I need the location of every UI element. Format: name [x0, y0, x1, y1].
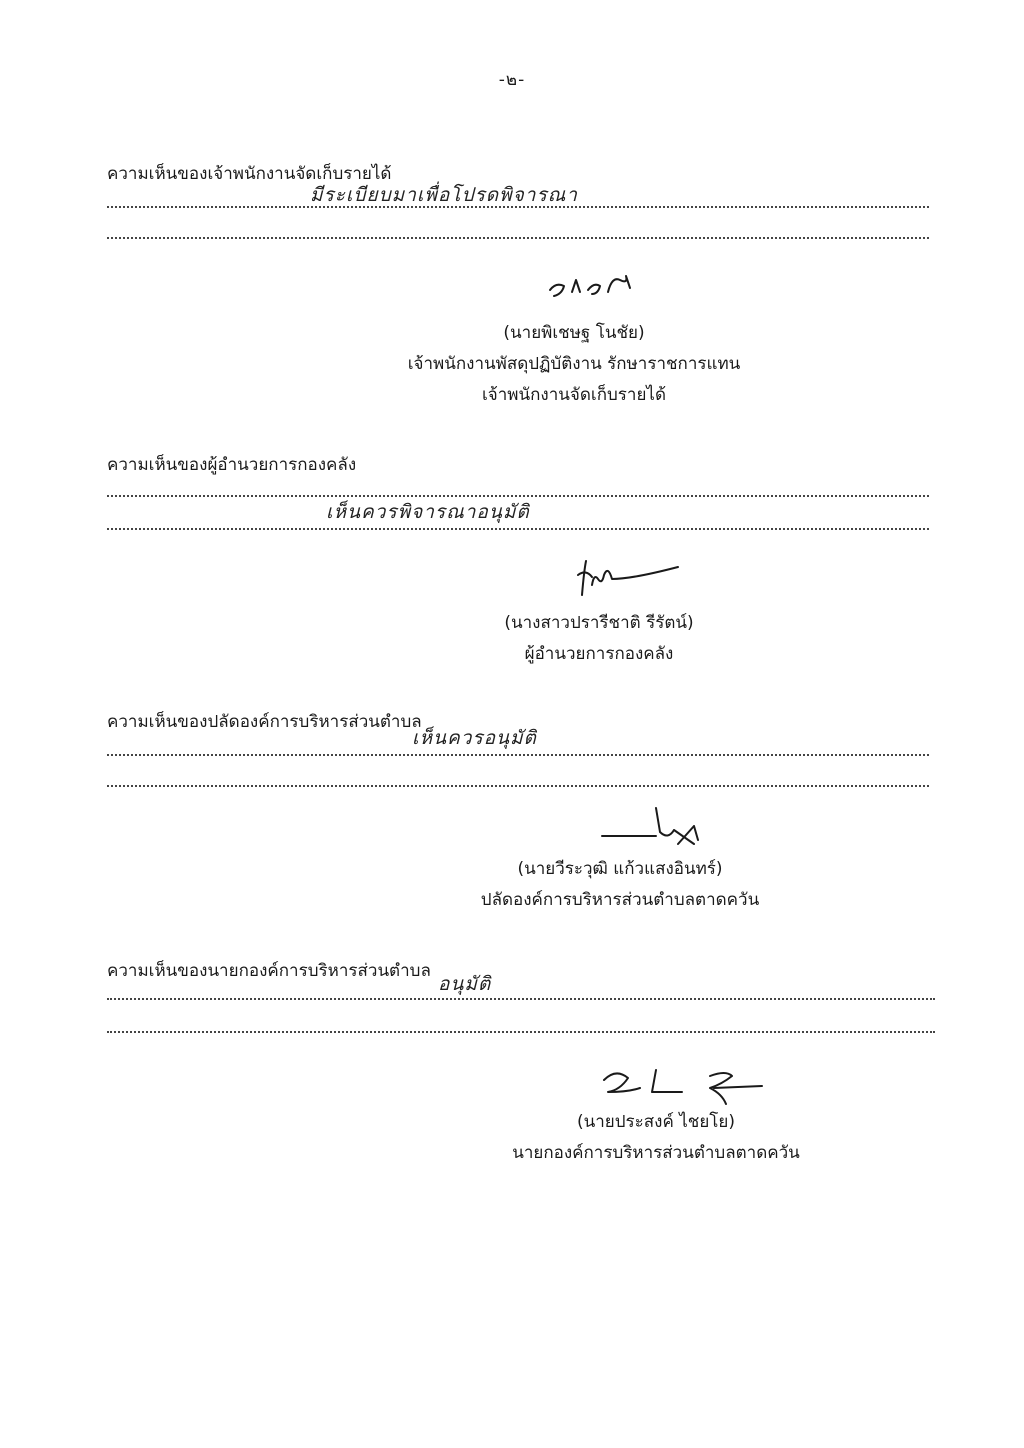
- signer-name: (นายวีระวุฒิ แก้วแสงอินทร์): [517, 859, 723, 879]
- dotted-line: [107, 785, 929, 787]
- section-label: ความเห็นของปลัดองค์การบริหารส่วนตำบล: [107, 712, 422, 732]
- page-number: -๒-: [498, 70, 526, 90]
- signature-image: [598, 806, 706, 846]
- signature-block: [496, 1107, 816, 1169]
- signature-block: [470, 854, 770, 916]
- signer-position: ปลัดองค์การบริหารส่วนตำบลตาดควัน: [480, 890, 760, 910]
- dotted-line: [107, 495, 929, 497]
- dotted-line: [107, 754, 929, 756]
- section-label: ความเห็นของผู้อำนวยการกองคลัง: [107, 455, 357, 475]
- section-label: ความเห็นของเจ้าพนักงานจัดเก็บรายได้: [107, 164, 392, 184]
- signer-name: (นายประสงค์ ไชยโย): [576, 1112, 736, 1132]
- section-label: ความเห็นของนายกองค์การบริหารส่วนตำบล: [107, 961, 431, 981]
- dotted-line: [107, 237, 929, 239]
- signer-name: (นายพิเชษฐ โนชัย): [503, 323, 645, 343]
- dotted-line: [107, 528, 929, 530]
- signature-image: [548, 272, 648, 302]
- signature-block: [474, 608, 724, 670]
- handwritten-opinion: อนุมัติ: [438, 973, 492, 995]
- handwritten-opinion: เห็นควรอนุมัติ: [412, 727, 537, 749]
- signer-position: นายกองค์การบริหารส่วนตำบลตาดควัน: [512, 1143, 800, 1163]
- signature-image: [572, 557, 684, 597]
- signer-name: (นางสาวปรารีชาติ รีรัตน์): [504, 613, 694, 633]
- dotted-line: [107, 998, 935, 1000]
- signer-position-secondary: เจ้าพนักงานจัดเก็บรายได้: [481, 385, 667, 405]
- handwritten-opinion: เห็นควรพิจารณาอนุมัติ: [326, 501, 530, 523]
- handwritten-opinion: มีระเบียบมาเพื่อโปรดพิจารณา: [310, 184, 578, 206]
- dotted-line: [107, 206, 929, 208]
- signer-position: ผู้อำนวยการกองคลัง: [524, 644, 674, 664]
- dotted-line: [107, 1031, 935, 1033]
- signer-position: เจ้าพนักงานพัสดุปฏิบัติงาน รักษาราชการแทน: [407, 354, 741, 374]
- signature-block: [374, 318, 774, 411]
- signature-image: [602, 1066, 766, 1106]
